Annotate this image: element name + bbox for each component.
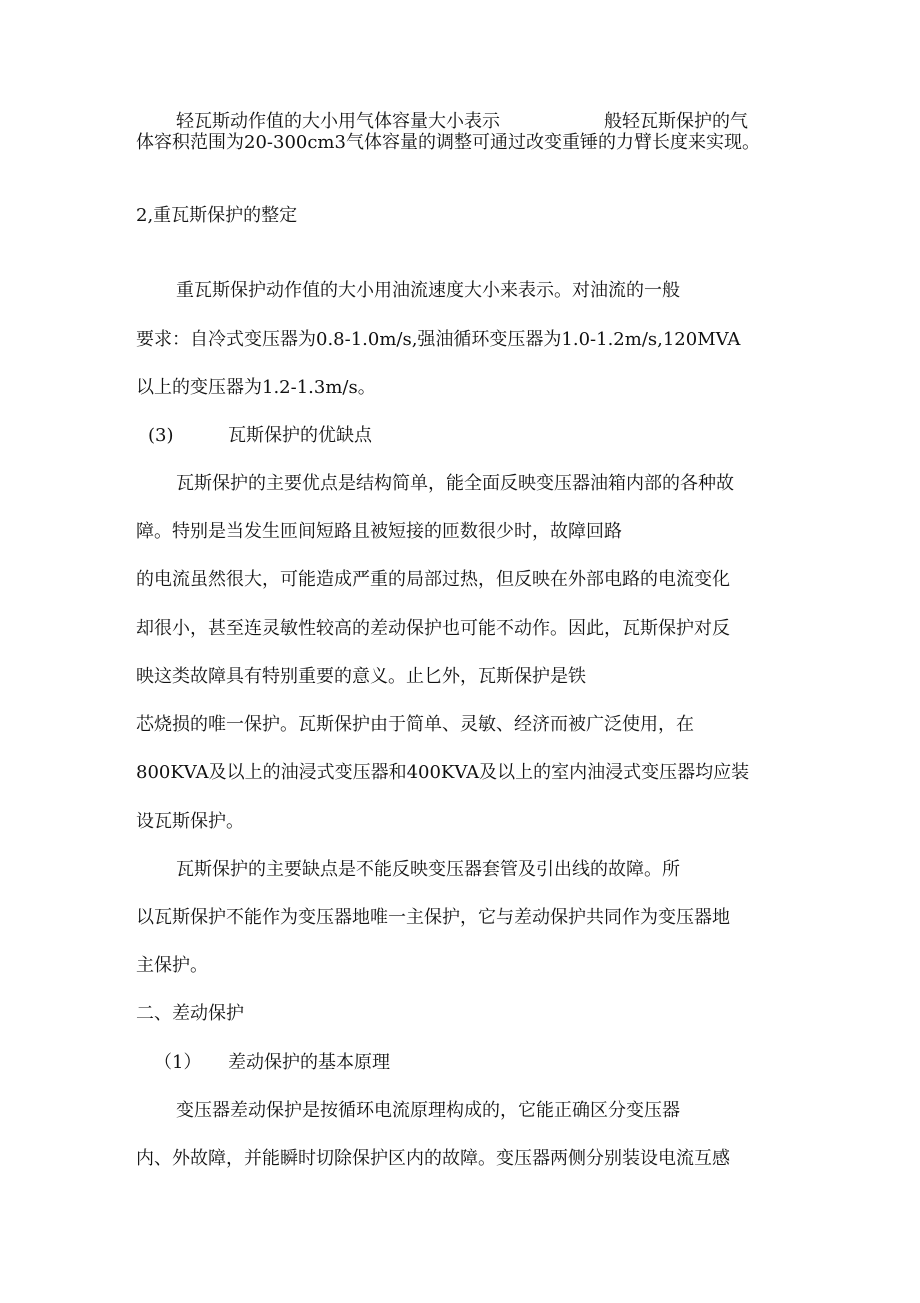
- text-line: 瓦斯保护的主要优点是结构简单，能全面反映变压器油箱内部的各种故: [176, 473, 734, 494]
- section-title: 差动保护的基本原理: [228, 1052, 390, 1073]
- text-line: 要求：自冷式变压器为0.8-1.0m/s,强油循环变压器为1.0-1.2m/s,120MVA: [136, 329, 741, 350]
- text-line: 的电流虽然很大，可能造成严重的局部过热，但反映在外部电路的电流变化: [136, 569, 730, 590]
- section-title: 瓦斯保护的优缺点: [228, 425, 372, 446]
- text-line: 映这类故障具有特别重要的意义。止匕外，瓦斯保护是铁: [136, 666, 586, 687]
- text-line: 设瓦斯保护。: [136, 811, 244, 832]
- section-heading: 二、差动保护: [136, 1003, 244, 1024]
- section-number: （1）: [154, 1052, 202, 1073]
- text-line: 800KVA及以上的油浸式变压器和400KVA及以上的室内油浸式变压器均应装: [136, 762, 750, 783]
- text-line: 般轻瓦斯保护的气: [604, 111, 748, 132]
- text-line: 变压器差动保护是按循环电流原理构成的，它能正确区分变压器: [176, 1100, 680, 1121]
- text-line: 内、外故障，并能瞬时切除保护区内的故障。变压器两侧分别装设电流互感: [136, 1148, 730, 1169]
- text-line: 以瓦斯保护不能作为变压器地唯一主保护，它与差动保护共同作为变压器地: [136, 907, 730, 928]
- text-line: 以上的变压器为1.2-1.3m/s。: [136, 377, 376, 398]
- text-line: 却很小，甚至连灵敏性较高的差动保护也可能不动作。因此，瓦斯保护对反: [136, 618, 730, 639]
- text-line: 芯烧损的唯一保护。瓦斯保护由于简单、灵敏、经济而被广泛使用，在: [136, 714, 694, 735]
- text-line: 瓦斯保护的主要缺点是不能反映变压器套管及引出线的故障。所: [176, 859, 680, 880]
- section-heading: 2,重瓦斯保护的整定: [136, 205, 298, 226]
- text-line: 体容积范围为20-300cm3气体容量的调整可通过改变重锤的力臂长度来实现。: [136, 132, 760, 153]
- section-number: (3): [148, 425, 174, 446]
- text-line: 障。特别是当发生匝间短路且被短接的匝数很少时，故障回路: [136, 521, 622, 542]
- text-line: 主保护。: [136, 955, 208, 976]
- text-line: 轻瓦斯动作值的大小用气体容量大小表示: [176, 111, 500, 132]
- text-line: 重瓦斯保护动作值的大小用油流速度大小来表示。对油流的一般: [176, 280, 680, 301]
